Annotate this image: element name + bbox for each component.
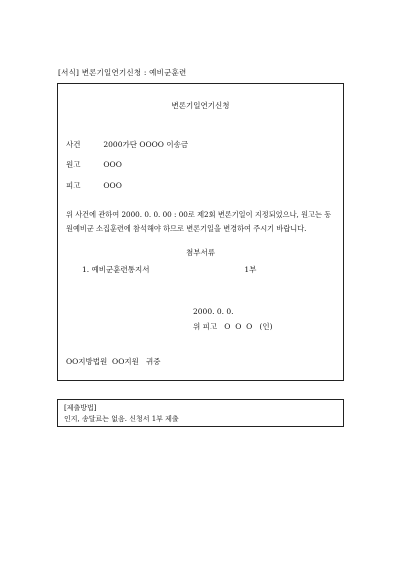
note-title: [제출방법] xyxy=(64,404,97,412)
case-label: 사건 xyxy=(66,140,81,149)
note-body: 인지, 송달료는 없음. 신청서 1부 제출 xyxy=(64,415,179,423)
request-body: 위 사건에 관하여 2000. 0. 0. 00 : 00로 제2회 변론기일이 지정되었으나, 원고는 동원예비군 소집훈련에 참석해야 하므로 변론기일을 변경하여 주시기 바랍니다. xyxy=(66,210,332,233)
document-title: 변론기일연기신청 xyxy=(171,101,230,110)
defendant-label: 피고 xyxy=(66,181,81,190)
case-row xyxy=(66,139,188,150)
attachments-title: 첨부서류 xyxy=(186,248,215,257)
court-addressee: OO지방법원 OO지원 귀중 xyxy=(66,357,161,366)
defendant-row xyxy=(66,180,122,191)
case-value: 2000가단 OOOO 이송금 xyxy=(103,140,189,149)
document-date: 2000. 0. 0. xyxy=(193,307,234,316)
form-header-label: [서식] 변론기일연기신청 : 예비군훈련 xyxy=(58,68,187,77)
attachment-item xyxy=(82,264,256,275)
attachment-name: 1. 예비군훈련통지서 xyxy=(82,265,150,274)
signature-line: 위 피고 O O O (인) xyxy=(193,322,273,331)
plaintiff-value: OOO xyxy=(103,160,122,169)
attachment-count: 1부 xyxy=(244,265,257,274)
plaintiff-row xyxy=(66,159,122,170)
document-box xyxy=(57,83,344,381)
submission-note-box xyxy=(57,399,344,427)
defendant-value: OOO xyxy=(103,181,122,190)
plaintiff-label: 원고 xyxy=(66,160,81,169)
